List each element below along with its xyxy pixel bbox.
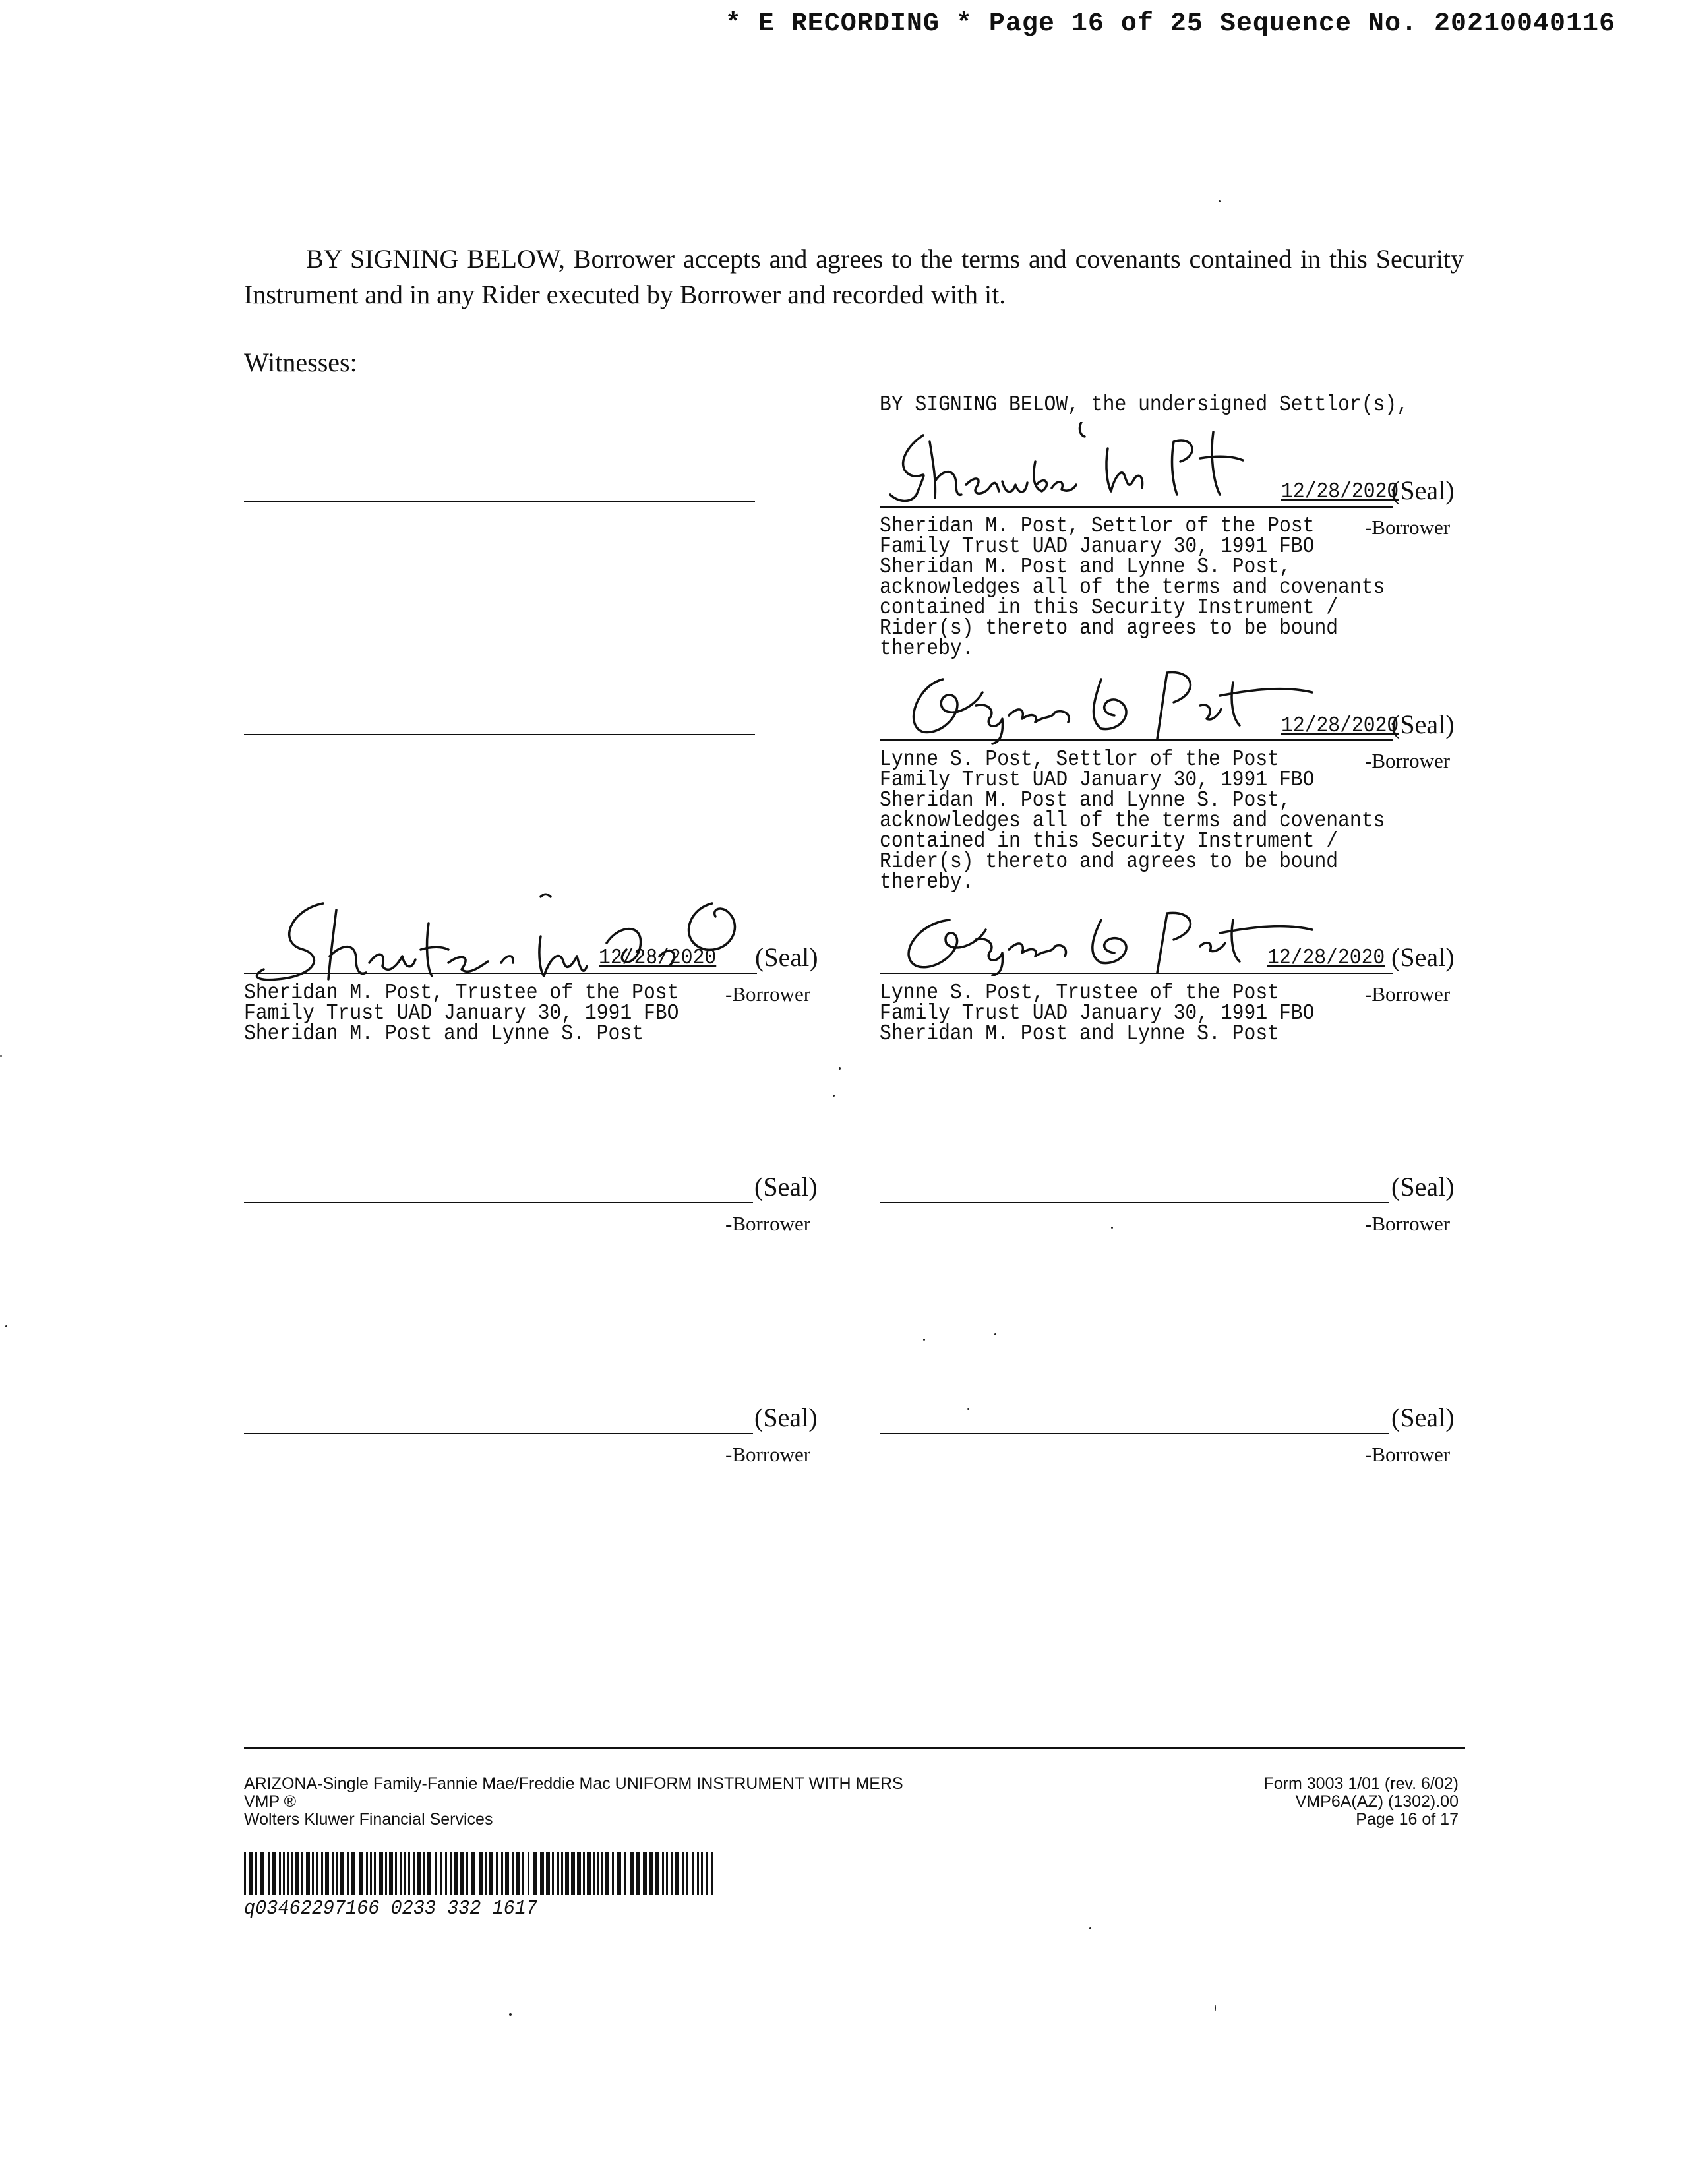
scan-speck: [994, 1333, 996, 1335]
form-page-number: Page 16 of 17: [1356, 1810, 1459, 1829]
handwritten-signature-sheridan-settlor: [884, 422, 1306, 508]
borrower-label: -Borrower: [1365, 1443, 1451, 1466]
scan-speck: [5, 1325, 7, 1327]
scan-speck: [1219, 200, 1221, 202]
seal-label: (Seal): [754, 1403, 818, 1432]
witnesses-label: Witnesses:: [244, 348, 357, 377]
signer-description-lynne-settlor: Lynne S. Post, Settlor of the Post Family Trust UAD January 30, 1991 FBO Sheridan M. Post and Lynne S. Post, acknowledges all of the terms and covenants contained in this Security Instrument / Rider(s) thereto and agrees to be bound thereby.: [880, 747, 1385, 894]
scan-speck: [967, 1408, 969, 1410]
recording-header: * E RECORDING * Page 16 of 25 Sequence No. 20210040116: [725, 9, 1615, 39]
borrower-label: -Borrower: [1365, 1212, 1451, 1235]
seal-label: (Seal): [755, 942, 818, 972]
signature-line-lynne-settlor: [880, 739, 1393, 741]
seal-label: (Seal): [1391, 942, 1455, 972]
scan-speck: [1089, 1927, 1091, 1929]
borrower-label: -Borrower: [725, 1212, 811, 1235]
scan-speck: [1111, 1227, 1113, 1228]
intro-paragraph: BY SIGNING BELOW, Borrower accepts and agrees to the terms and covenants contained in this Security Instrument and in any Rider executed by Borrower and recorded with it.: [244, 244, 1464, 309]
form-number: Form 3003 1/01 (rev. 6/02): [1263, 1774, 1459, 1793]
barcode-text: q03462297166 0233 332 1617: [244, 1897, 537, 1920]
seal-label: (Seal): [1391, 1172, 1455, 1201]
vmp-code: VMP6A(AZ) (1302).00: [1295, 1792, 1459, 1811]
signature-date-lynne-trustee: 12/28/2020: [1267, 946, 1385, 970]
blank-signature-line: [880, 1433, 1389, 1434]
scan-speck: [509, 2013, 512, 2016]
witness-signature-line-2: [244, 734, 755, 735]
vmp-mark: VMP ®: [244, 1792, 297, 1811]
signature-line-sheridan-settlor: [880, 506, 1393, 508]
borrower-label: -Borrower: [1365, 983, 1451, 1006]
seal-label: (Seal): [1391, 475, 1455, 505]
handwritten-signature-lynne-settlor: [903, 666, 1339, 745]
scan-speck: [1215, 2005, 1216, 2011]
borrower-label: -Borrower: [725, 1443, 811, 1466]
scan-speck: [839, 1067, 841, 1070]
signer-description-sheridan-settlor: Sheridan M. Post, Settlor of the Post Family Trust UAD January 30, 1991 FBO Sheridan M. Post and Lynne S. Post, acknowledges all of the terms and covenants contained in this Security Instrument / Rider(s) thereto and agrees to be bound thereby.: [880, 514, 1385, 661]
scan-speck: [833, 1095, 835, 1097]
seal-label: (Seal): [1391, 1403, 1455, 1432]
signature-line-sheridan-trustee: [244, 973, 757, 974]
borrower-label: -Borrower: [1365, 749, 1451, 772]
scan-speck: [923, 1339, 925, 1341]
signature-date-lynne-settlor: 12/28/2020: [1281, 713, 1399, 738]
signature-date-sheridan-settlor: 12/28/2020: [1281, 479, 1399, 504]
barcode-image: [244, 1852, 719, 1898]
settlor-intro: BY SIGNING BELOW, the undersigned Settlor(s),: [880, 392, 1409, 417]
scan-speck: [0, 1055, 2, 1057]
blank-signature-line: [244, 1202, 753, 1203]
signer-description-sheridan-trustee: Sheridan M. Post, Trustee of the Post Family Trust UAD January 30, 1991 FBO Sheridan M. Post and Lynne S. Post: [244, 981, 679, 1046]
borrower-label: -Borrower: [725, 983, 811, 1006]
signature-date-sheridan-trustee: 12/28/2020: [599, 946, 717, 970]
footer-rule: [244, 1747, 1465, 1749]
blank-signature-line: [880, 1202, 1389, 1203]
handwritten-signature-lynne-trustee: [890, 910, 1325, 976]
publisher-name: Wolters Kluwer Financial Services: [244, 1810, 493, 1829]
signature-line-lynne-trustee: [880, 973, 1393, 974]
seal-label: (Seal): [754, 1172, 818, 1201]
signer-description-lynne-trustee: Lynne S. Post, Trustee of the Post Family Trust UAD January 30, 1991 FBO Sheridan M. Post and Lynne S. Post: [880, 981, 1315, 1046]
form-description: ARIZONA-Single Family-Fannie Mae/Freddie Mac UNIFORM INSTRUMENT WITH MERS: [244, 1774, 903, 1793]
blank-signature-line: [244, 1433, 753, 1434]
borrower-label: -Borrower: [1365, 516, 1451, 539]
seal-label: (Seal): [1391, 710, 1455, 739]
witness-signature-line-1: [244, 501, 755, 502]
